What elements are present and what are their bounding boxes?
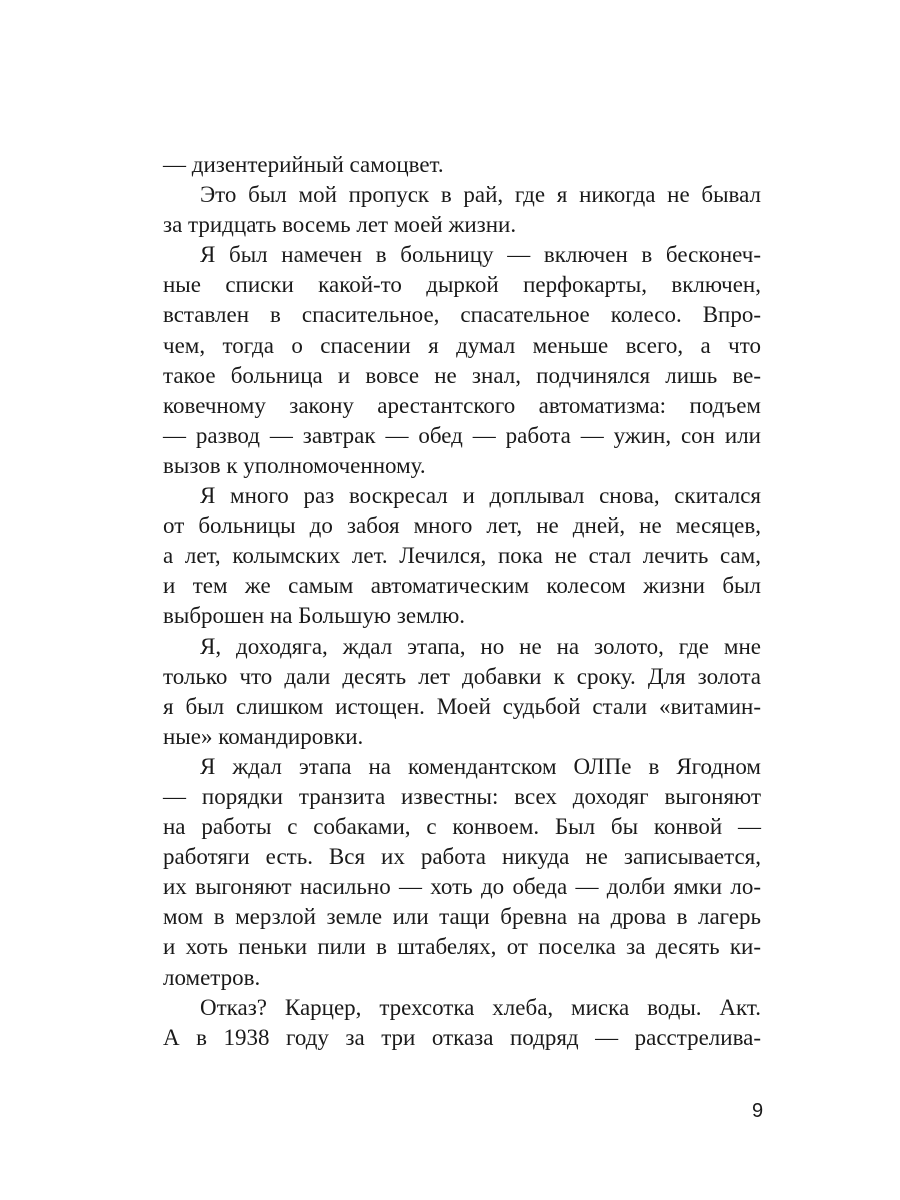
text-line: вызов к уполномоченному.: [163, 452, 426, 478]
text-line: А в 1938 году за три отказа подряд — расстрелива-: [163, 1024, 761, 1050]
text-line: от больницы до забоя много лет, не дней, не месяцев,: [163, 513, 761, 539]
text-line: мом в мерзлой земле или тащи бревна на дрова в лагерь: [163, 904, 761, 930]
paragraph: [163, 481, 761, 631]
text-line: — развод — завтрак — обед — работа — ужин, сон или: [163, 422, 761, 448]
text-line: ные списки какой-то дыркой перфокарты, включен,: [163, 272, 761, 298]
paragraph: [163, 240, 761, 481]
text-line: Я ждал этапа на комендантском ОЛПе в Ягодном: [200, 753, 761, 779]
text-line: — дизентерийный самоцвет.: [163, 152, 444, 177]
paragraph: [163, 993, 761, 1053]
paragraph: [163, 632, 761, 752]
text-line: ные» командировки.: [163, 723, 364, 749]
text-line: чем, тогда о спасении я думал меньше всего, а что: [163, 332, 761, 358]
page-body-text: [163, 150, 761, 1053]
text-line: а лет, колымских лет. Лечился, пока не стал лечить сам,: [163, 543, 761, 569]
text-line: Я много раз воскресал и доплывал снова, скитался: [200, 483, 761, 509]
text-line: вставлен в спасительное, спасательное колесо. Впро-: [163, 302, 761, 328]
text-line: только что дали десять лет добавки к сроку. Для золота: [163, 663, 761, 689]
text-line: за тридцать восемь лет моей жизни.: [163, 212, 517, 238]
text-line: и хоть пеньки пили в штабелях, от поселка за десять ки-: [163, 934, 761, 960]
text-line: Я был намечен в больницу — включен в бесконеч-: [200, 242, 761, 268]
text-line: выброшен на Большую землю.: [163, 603, 466, 629]
paragraph: [163, 150, 761, 180]
text-line: такое больница и вовсе не знал, подчинялся лишь ве-: [163, 362, 761, 388]
text-line: Я, доходяга, ждал этапа, но не на золото, где мне: [200, 633, 761, 659]
text-line: на работы с собаками, с конвоем. Был бы конвой —: [163, 814, 761, 840]
text-line: работяги есть. Вся их работа никуда не записывается,: [163, 844, 761, 870]
text-line: — порядки транзита известны: всех доходяг выгоняют: [163, 783, 761, 809]
text-line: я был слишком истощен. Моей судьбой стали «витамин-: [163, 693, 761, 719]
paragraph: [163, 180, 761, 240]
text-line: их выгоняют насильно — хоть до обеда — долби ямки ло-: [163, 874, 761, 900]
text-line: ковечному закону арестантского автоматизма: подъем: [163, 392, 761, 418]
text-line: и тем же самым автоматическим колесом жизни был: [163, 573, 761, 599]
paragraph: [163, 752, 761, 993]
text-line: лометров.: [163, 964, 261, 990]
text-line: Это был мой пропуск в рай, где я никогда не бывал: [200, 182, 761, 208]
text-line: Отказ? Карцер, трехсотка хлеба, миска воды. Акт.: [200, 994, 761, 1020]
page-number: 9: [752, 1100, 764, 1122]
